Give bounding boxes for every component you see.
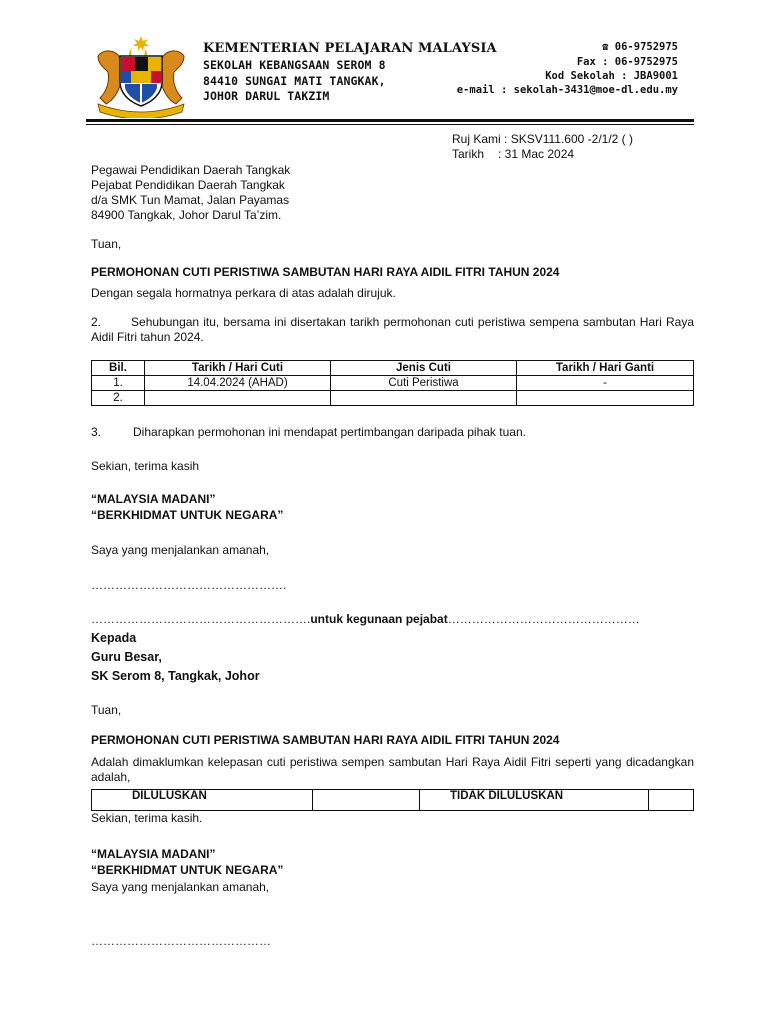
slogan-berkhidmat: “BERKHIDMAT UNTUK NEGARA”	[91, 508, 284, 522]
approved-checkbox[interactable]	[313, 790, 420, 811]
school-code: Kod Sekolah : JBA9001	[545, 70, 678, 82]
reply-slogan-malaysia-madani: “MALAYSIA MADANI”	[91, 847, 216, 861]
letterhead-divider-thin	[86, 124, 694, 125]
header-leave-date: Tarikh / Hari Cuti	[145, 361, 331, 376]
letter-subject: PERMOHONAN CUTI PERISTIWA SAMBUTAN HARI RAYA AIDIL FITRI TAHUN 2024	[91, 265, 560, 279]
reply-signature-line: ………………………………………	[91, 934, 271, 948]
recipient-line-1: Pegawai Pendidikan Daerah Tangkak	[91, 163, 291, 177]
reply-to-line-1: Guru Besar,	[91, 650, 162, 664]
table-row	[92, 376, 694, 391]
table-cell	[331, 391, 517, 406]
table-cell: -	[517, 376, 694, 391]
office-use-divider: ……………………………………………….untuk kegunaan pejabat…………………………………………	[91, 612, 640, 626]
rejected-label: TIDAK DILULUSKAN	[420, 790, 649, 811]
signature-line: ………………………………………….	[91, 578, 287, 592]
reply-slogan-berkhidmat: “BERKHIDMAT UNTUK NEGARA”	[91, 863, 284, 877]
approval-table	[91, 789, 694, 811]
header-leave-type: Jenis Cuti	[331, 361, 517, 376]
reply-salutation: Tuan,	[91, 703, 122, 717]
table-cell: 2.	[92, 391, 145, 406]
slogan-malaysia-madani: “MALAYSIA MADANI”	[91, 492, 216, 506]
reply-closing: Sekian, terima kasih.	[91, 811, 203, 825]
school-address-line-2: JOHOR DARUL TAKZIM	[203, 89, 330, 103]
email-address: e-mail : sekolah-3431@moe-dl.edu.my	[456, 84, 678, 96]
table-row	[92, 790, 694, 811]
paragraph-3: 3. Diharapkan permohonan ini mendapat pertimbangan daripada pihak tuan.	[91, 425, 526, 439]
phone-number: ☎ 06-9752975	[602, 41, 678, 53]
table-cell: 1.	[92, 376, 145, 391]
table-cell	[517, 391, 694, 406]
table-header-row	[92, 361, 694, 376]
reply-body: Adalah dimaklumkan kelepasan cuti peristiwa sempen sambutan Hari Raya Aidil Fitri seperti yang dicadangkan adalah,	[91, 755, 694, 784]
paragraph-1: Dengan segala hormatnya perkara di atas adalah dirujuk.	[91, 286, 396, 300]
paragraph-2: 2. Sehubungan itu, bersama ini disertakan tarikh permohonan cuti peristiwa sempena sambutan Hari Raya Aidil Fitri tahun 2024.	[91, 315, 694, 344]
fax-number: Fax : 06-9752975	[576, 56, 678, 68]
trust-line: Saya yang menjalankan amanah,	[91, 543, 270, 557]
reply-to-label: Kepada	[91, 631, 137, 645]
ministry-name: KEMENTERIAN PELAJARAN MALAYSIA	[203, 41, 497, 56]
letter-date: Tarikh : 31 Mac 2024	[452, 147, 575, 161]
coat-of-arms-icon	[92, 34, 190, 118]
leave-request-table	[91, 360, 694, 406]
recipient-line-4: 84900 Tangkak, Johor Darul Ta’zim.	[91, 208, 282, 222]
reply-subject: PERMOHONAN CUTI PERISTIWA SAMBUTAN HARI RAYA AIDIL FITRI TAHUN 2024	[91, 733, 560, 747]
office-use-label: untuk kegunaan pejabat	[310, 612, 448, 626]
reply-to-line-2: SK Serom 8, Tangkak, Johor	[91, 669, 260, 683]
header-replacement-date: Tarikh / Hari Ganti	[517, 361, 694, 376]
table-row	[92, 391, 694, 406]
closing-thanks: Sekian, terima kasih	[91, 459, 200, 473]
school-address-line-1: 84410 SUNGAI MATI TANGKAK,	[203, 74, 386, 88]
recipient-line-3: d/a SMK Tun Mamat, Jalan Payamas	[91, 193, 290, 207]
table-cell: 14.04.2024 (AHAD)	[145, 376, 331, 391]
phone-icon: ☎	[602, 41, 615, 53]
header-bil: Bil.	[92, 361, 145, 376]
rejected-checkbox[interactable]	[649, 790, 694, 811]
reference-number: Ruj Kami : SKSV111.600 -2/1/2 ( )	[452, 132, 633, 146]
reply-trust-line: Saya yang menjalankan amanah,	[91, 880, 270, 894]
table-cell: Cuti Peristiwa	[331, 376, 517, 391]
school-name: SEKOLAH KEBANGSAAN SEROM 8	[203, 58, 386, 72]
table-cell	[145, 391, 331, 406]
approved-label: DILULUSKAN	[92, 790, 313, 811]
letterhead-divider-thick	[86, 119, 694, 122]
recipient-line-2: Pejabat Pendidikan Daerah Tangkak	[91, 178, 285, 192]
salutation: Tuan,	[91, 237, 122, 251]
